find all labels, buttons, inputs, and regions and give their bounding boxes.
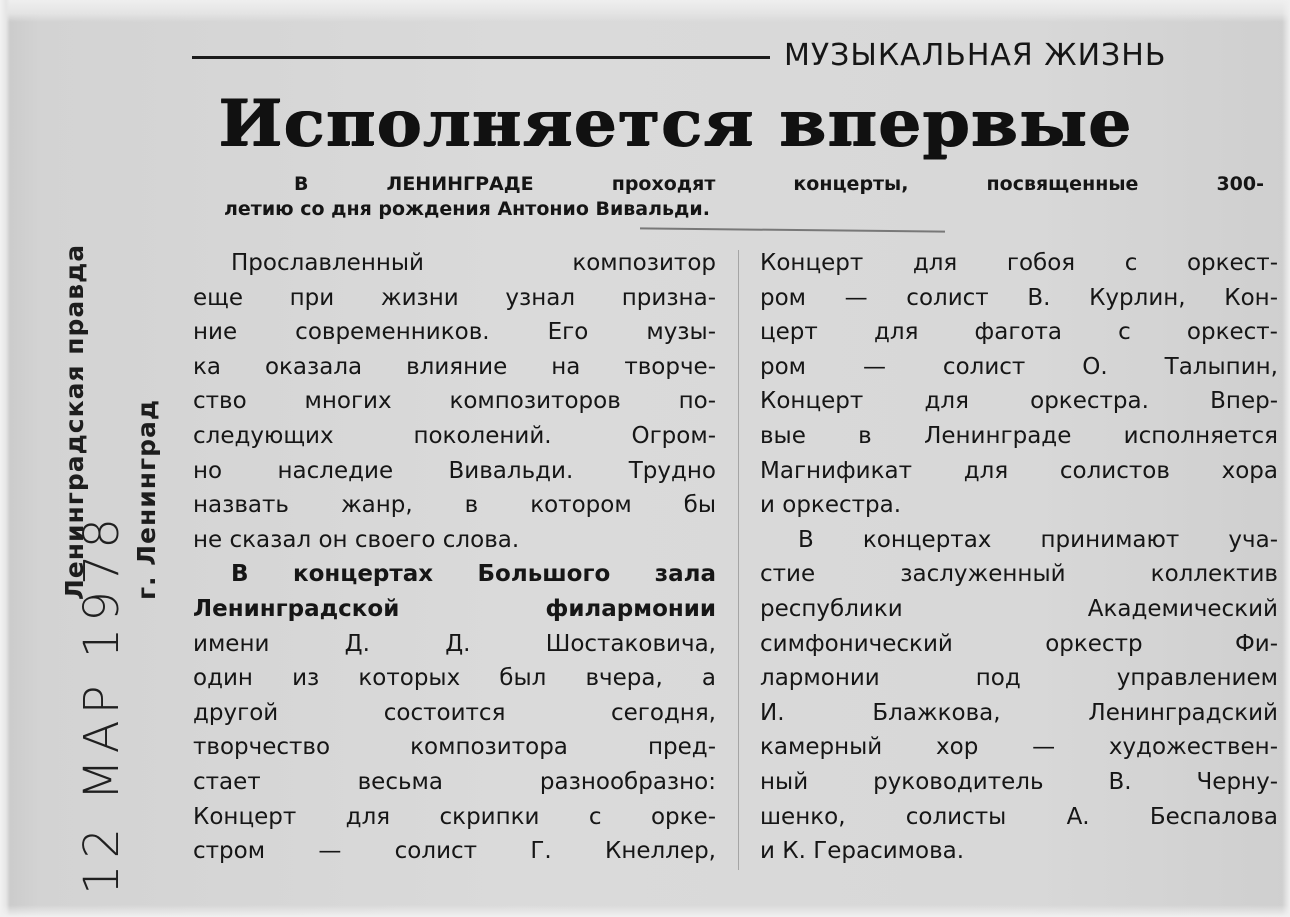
lead-line: летию со дня рождения Антонио Вивальди. bbox=[224, 198, 710, 220]
paper-edge-top bbox=[0, 0, 1290, 22]
text-line: Магнификат для солистов хора bbox=[760, 457, 1278, 484]
rubric-title: МУЗЫКАЛЬНАЯ ЖИЗНЬ bbox=[784, 38, 1167, 73]
lead-line: В ЛЕНИНГРАДЕ проходят концерты, посвященные 300- bbox=[294, 173, 1264, 195]
text-line: В концертах принимают уча- bbox=[798, 526, 1278, 553]
article-headline: Исполняется впервые bbox=[218, 86, 1132, 161]
text-line: ние современников. Его музы- bbox=[193, 319, 716, 346]
text-line: но наследие Вивальди. Трудно bbox=[193, 457, 716, 484]
article-column-right bbox=[760, 246, 1278, 869]
text-line: ка оказала влияние на творче- bbox=[193, 353, 716, 380]
text-line: республики Академический bbox=[760, 595, 1278, 622]
text-line: и К. Герасимова. bbox=[760, 838, 965, 865]
stamp-source: Ленинградская правда bbox=[60, 243, 89, 600]
text-line: один из которых был вчера, а bbox=[193, 665, 716, 692]
text-line: имени Д. Д. Шостаковича, bbox=[193, 630, 716, 657]
text-line: ром — солист В. Курлин, Кон- bbox=[760, 284, 1278, 311]
text-line: творчество композитора пред- bbox=[193, 734, 716, 761]
text-line: стром — солист Г. Кнеллер, bbox=[193, 838, 716, 865]
article-lead bbox=[224, 172, 1264, 222]
text-line: ный руководитель В. Черну- bbox=[760, 768, 1278, 795]
text-line: Концерт для оркестра. Впер- bbox=[760, 388, 1278, 415]
article-column-left bbox=[193, 246, 716, 869]
text-line: И. Блажкова, Ленинградский bbox=[760, 699, 1278, 726]
handwritten-date: 12 МАР 1978 bbox=[74, 512, 130, 895]
text-line: шенко, солисты А. Беспалова bbox=[760, 803, 1278, 830]
text-line: ром — солист О. Талыпин, bbox=[760, 353, 1278, 380]
paper-edge-right bbox=[1282, 0, 1290, 917]
text-line: Прославленный композитор bbox=[231, 250, 716, 276]
text-line: В концертах Большого зала bbox=[231, 561, 716, 588]
text-line: еще при жизни узнал призна- bbox=[193, 284, 716, 311]
text-line: симфонический оркестр Фи- bbox=[760, 630, 1278, 657]
paper-edge-bottom bbox=[0, 905, 1290, 917]
rubric-rule bbox=[192, 56, 770, 59]
text-line: стие заслуженный коллектив bbox=[760, 561, 1278, 588]
text-line: ство многих композиторов по- bbox=[193, 388, 716, 415]
text-line: камерный хор — художествен- bbox=[760, 734, 1278, 761]
text-line: назвать жанр, в котором бы bbox=[193, 492, 716, 519]
text-line: церт для фагота с оркест- bbox=[760, 319, 1278, 346]
text-line: Ленинградской филармонии bbox=[193, 595, 716, 622]
text-line: стает весьма разнообразно: bbox=[193, 768, 716, 795]
paper-edge-left bbox=[0, 0, 10, 917]
text-line: вые в Ленинграде исполняется bbox=[760, 422, 1278, 449]
pencil-underline bbox=[640, 227, 945, 232]
text-line: следующих поколений. Огром- bbox=[193, 422, 716, 449]
text-line: не сказал он своего слова. bbox=[193, 526, 520, 553]
text-line: другой состоится сегодня, bbox=[193, 699, 716, 726]
text-line: лармонии под управлением bbox=[760, 665, 1278, 692]
stamp-city: г. Ленинград bbox=[132, 398, 161, 600]
text-line: Концерт для гобоя с оркест- bbox=[760, 250, 1278, 276]
text-line: Концерт для скрипки с орке- bbox=[193, 803, 716, 830]
column-divider bbox=[738, 250, 739, 870]
text-line: и оркестра. bbox=[760, 492, 902, 519]
